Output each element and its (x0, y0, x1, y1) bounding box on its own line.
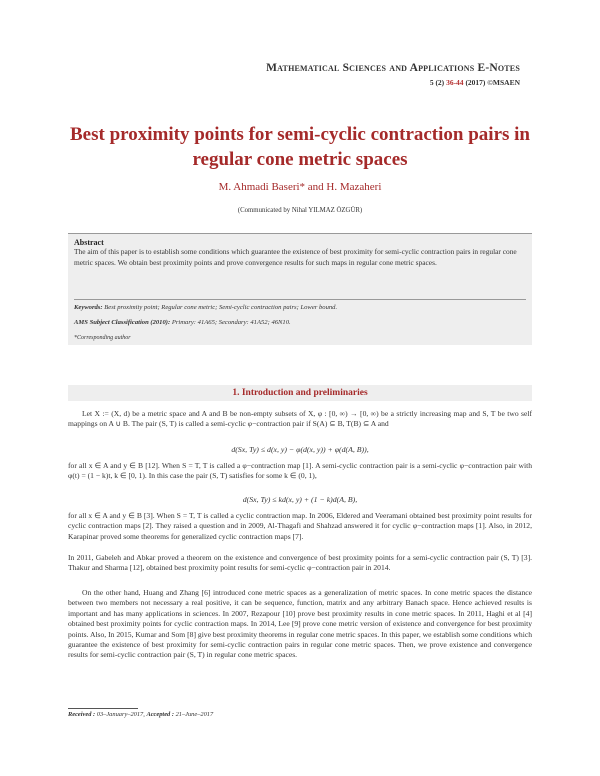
page-range-link[interactable]: 36-44 (446, 78, 464, 87)
received-label: Received : (68, 711, 96, 718)
journal-name: Mathematical Sciences and Applications E-Notes (266, 62, 520, 74)
ams-classification (74, 319, 526, 326)
footer-rule (68, 708, 138, 709)
ams-text: Primary: 41A65; Secondary: 41A52; 46N10. (171, 319, 291, 326)
received-accepted-dates (68, 711, 213, 718)
equation-1: d(Sx, Ty) ≤ d(x, y) − φ(d(x, y)) + φ(d(A, B)), (231, 445, 369, 454)
paragraph-3: for all x ∈ A and y ∈ B [3]. When S = T, T is called a cyclic contraction map. In 2006, Eldered and Veeramani obtained best proximity point results for cyclic contraction maps [2]. They raised a question and in 2009, Al-Thagafi and Shahzad answered it for cyclic φ−contraction maps [1]. Also, in 2012, Karapinar proved some theorems for generalized cyclic contraction maps [7]. (68, 511, 532, 541)
ams-label: AMS Subject Classification (2010): (74, 319, 171, 326)
paper-title: Best proximity points for semi-cyclic contraction pairs in regular cone metric spaces (70, 124, 530, 170)
paragraph-1: Let X := (X, d) be a metric space and A and B be non-empty subsets of X, φ : [0, ∞) → [0, ∞) be a strictly increasing map and S, T be two self mappings on A ∪ B. The pair (S, T) is called a semi-cyclic φ−contraction pair if S(A) ⊆ B, T(B) ⊆ A and (68, 409, 532, 429)
keywords-label: Keywords: (74, 304, 103, 311)
keywords-text: Best proximity point; Regular cone metric; Semi-cyclic contraction pairs; Lower bound. (104, 304, 338, 311)
abstract-heading: Abstract (74, 238, 104, 247)
accepted-label: Accepted : (146, 711, 174, 718)
paragraph-5: On the other hand, Huang and Zhang [6] introduced cone metric spaces as a generalization of metric spaces. In cone metric spaces the distance between two members not necessary a real positive, it can be sequence, function, matrix and any arbitrary Banach space. Hence achieved results is important and has many applications in sciences. In 2007, Rezapour [10] prove best proximity results in cone metric spaces. In 2011, Haghi et al [4] obtained best proximity points for cyclic contraction maps. In 2014, Lee [9] prove cone metric version of existence and convergence for best proximity points. Also, In 2015, Kumar and Som [8] give best proximity theorems in regular cone metric spaces. In this paper, we establish some conditions which guarantee the existence of best proximity for semi-cyclic contraction pairs in regular cone metric spaces. Then, we prove existence and convergence results for semi-cyclic contraction pair (S, T) in regular cone metric spaces. (68, 588, 532, 660)
section-heading: 1. Introduction and preliminaries (232, 388, 368, 398)
paragraph-2: for all x ∈ A and y ∈ B [12]. When S = T, T is called a φ−contraction map [1]. A semi-cyclic contraction pair is a semi-cyclic φ−contraction pair with φ(t) = (1 − k)t, k ∈ [0, 1). In this case the pair (S, T) satisfies for some k ∈ (0, 1), (68, 461, 532, 481)
corresponding-author-note: *Corresponding author (74, 335, 131, 341)
equation-2: d(Sx, Ty) ≤ kd(x, y) + (1 − k)d(A, B), (242, 495, 358, 504)
paragraph-4: In 2011, Gabeleh and Abkar proved a theorem on the existence and convergence of best proximity points for a semi-cyclic contraction pair (S, T) [3]. Thakur and Sharma [12], obtained best proximity point results for semi-cyclic φ−contraction pair in 2014. (68, 553, 532, 573)
keywords (74, 304, 526, 311)
accepted-date: 21–June–2017 (173, 711, 214, 718)
abstract-text: The aim of this paper is to establish some conditions which guarantee the existence of best proximity for semi-cyclic contraction pairs in regular cone metric spaces. We obtain best proximity points and prove convergence results for such maps in regular cone metric spaces. (74, 247, 517, 267)
authors: M. Ahmadi Baseri* and H. Mazaheri (218, 181, 382, 193)
journal-volume (430, 78, 520, 87)
received-date: 03–January–2017, (95, 711, 147, 718)
volume-prefix: 5 (2) (429, 78, 447, 87)
abstract-divider (74, 299, 526, 300)
volume-suffix: (2017) ©MSAEN (463, 78, 520, 87)
communicated-by: (Communicated by Nihal YILMAZ ÖZGÜR) (237, 207, 363, 214)
